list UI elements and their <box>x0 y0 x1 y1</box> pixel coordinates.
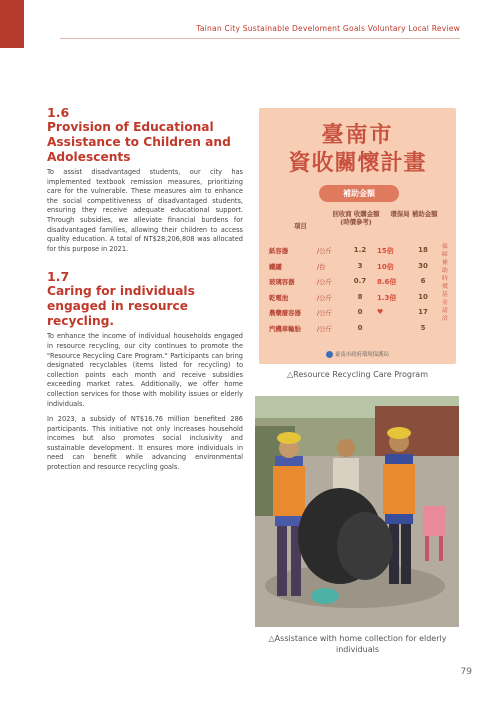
poster-rows <box>269 246 449 339</box>
section-1-6 <box>47 105 243 254</box>
poster-title: 臺南市 <box>321 122 394 148</box>
row-unit: /公斤 <box>317 324 332 333</box>
section-title: Provision of Educational Assistance to Children and Adolescents <box>47 120 231 164</box>
row-unit: /台 <box>317 262 326 271</box>
poster-row <box>269 308 449 324</box>
row-name: 紙容器 <box>269 247 289 255</box>
row-multiplier: 1.3倍 <box>377 293 397 302</box>
row-unit: /公斤 <box>317 278 332 286</box>
row-unit: /公斤 <box>317 293 332 302</box>
poster-col-item: 項目 <box>294 222 307 230</box>
heart-icon: ♥ <box>377 308 384 316</box>
paragraph: In 2023, a subsidy of NT$16.76 million benefited 286 participants. This initiative not only increases household incomes but also promotes social inclusivity and sustainable development. It ensures more individuals in need can benefit while advancing environmental protection and resource recycling goals. <box>47 415 243 472</box>
paragraph: To enhance the income of individual households engaged in resource recycling, our city continues to promote the "Resource Recycling Care Program." Participants can bring designated recyclables (items listed for recycling) to collection points each month and receive subsidies exceeding market rates. Additionally, we offer home collection services for those with mobility issues or elderly individuals. <box>47 332 243 408</box>
poster-col-price: 回收商 收購金額 (時價參考) <box>332 210 380 226</box>
row-subsidy: 5 <box>420 323 426 332</box>
row-subsidy: 18 <box>418 246 428 254</box>
recycling-program-poster <box>259 108 456 364</box>
poster-col-subsidy: 環保局 補助金額 <box>390 210 438 218</box>
row-multiplier: 10倍 <box>377 262 394 271</box>
row-subsidy: 6 <box>420 277 426 285</box>
row-multiplier: 15倍 <box>377 247 394 255</box>
row-price: 0 <box>357 323 363 332</box>
row-name: 玻璃容器 <box>269 278 295 286</box>
row-unit: /公斤 <box>317 309 332 317</box>
row-subsidy: 10 <box>418 292 428 301</box>
header-divider <box>60 38 460 39</box>
row-price: 1.2 <box>353 246 367 254</box>
section-number: 1.7 <box>47 269 70 285</box>
poster-row <box>269 246 449 262</box>
paragraph: To assist disadvantaged students, our city has implemented textbook remission measures, prioritizing care for the vulnerable. These measures aim to enhance the social competitiveness of disadvantaged students, ensuring they receive adequate educational support. Through subsidies, we alleviate financial burdens for disadvantaged families, allowing their children to access quality education. A total of NT$28,206,808 was allocated for this purpose in 2021. <box>47 168 243 253</box>
page-header <box>0 0 500 48</box>
row-name: 農藥廢容器 <box>269 309 301 317</box>
poster-footer <box>259 350 456 358</box>
row-price: 3 <box>357 261 363 270</box>
row-subsidy: 30 <box>418 261 428 270</box>
poster-row <box>269 324 449 340</box>
poster-row <box>269 277 449 293</box>
home-collection-photo <box>255 396 459 627</box>
row-name: 乾電池 <box>269 293 289 302</box>
page-number: 79 <box>460 667 472 677</box>
row-price: 0.7 <box>353 277 367 285</box>
header-title: Tainan City Sustainable Develoment Goals Voluntary Local Review <box>196 24 460 33</box>
row-subsidy: 17 <box>418 308 428 316</box>
row-unit: /公斤 <box>317 247 332 255</box>
agency-logo-icon <box>326 351 333 358</box>
header-accent-bar <box>0 0 24 48</box>
photo-illustration <box>255 396 459 627</box>
row-name: 汽機車輪胎 <box>269 324 301 333</box>
poster-row <box>269 293 449 309</box>
row-price: 0 <box>357 308 363 316</box>
section-title: Caring for individuals engaged in resource recycling. <box>47 284 195 329</box>
poster-caption: △Resource Recycling Care Program <box>287 370 428 379</box>
poster-side-note: 保障補助時價基金請洽 <box>442 244 448 322</box>
poster-badge: 補助金額 <box>319 185 399 202</box>
photo-caption: △Assistance with home collection for elderly individuals <box>268 634 447 654</box>
poster-footer-text: 臺南市政府環境保護局 <box>335 352 389 358</box>
poster-row <box>269 262 449 278</box>
row-name: 鐵罐 <box>269 262 282 271</box>
section-number: 1.6 <box>47 105 70 120</box>
text-column <box>47 105 243 473</box>
row-multiplier: 8.6倍 <box>377 278 397 286</box>
poster-subtitle: 資收關懷計畫 <box>288 150 427 176</box>
section-1-7 <box>47 269 243 472</box>
row-price: 8 <box>357 292 363 301</box>
